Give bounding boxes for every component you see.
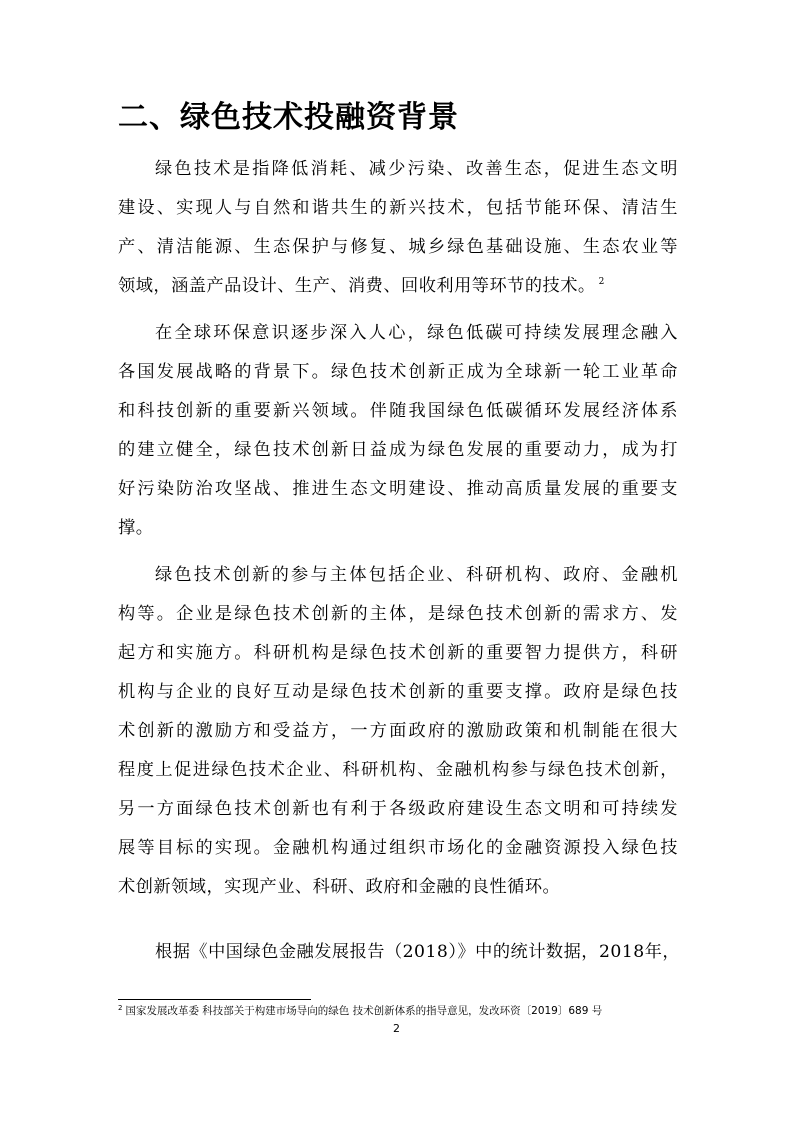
- paragraph-2-line-2: 各国发展战略的背景下。绿色技术创新正成为全球新一轮工业革命: [118, 362, 678, 382]
- footnote-marker: 2: [118, 1004, 123, 1012]
- paragraph-3-line-7: 另一方面绿色技术创新也有利于各级政府建设生态文明和可持续发: [118, 799, 678, 819]
- page-number: 2: [393, 1022, 400, 1035]
- footnote-ref: 2: [598, 277, 605, 287]
- paragraph-3-line-8: 展等目标的实现。金融机构通过组织市场化的金融资源投入绿色技: [118, 838, 678, 858]
- paragraph-2-line-4: 的建立健全，绿色技术创新日益成为绿色发展的重要动力，成为打: [118, 440, 678, 460]
- footnote-divider: [118, 999, 311, 1000]
- paragraph-3-line-6: 程度上促进绿色技术企业、科研机构、金融机构参与绿色技术创新，: [118, 760, 678, 780]
- paragraph-2-line-3: 和科技创新的重要新兴领域。伴随我国绿色低碳循环发展经济体系: [118, 401, 678, 421]
- section-heading: 二、绿色技术投融资背景: [118, 100, 459, 135]
- paragraph-3-line-3: 起方和实施方。科研机构是绿色技术创新的重要智力提供方，科研: [118, 643, 678, 663]
- paragraph-4-line-1: 根据《中国绿色金融发展报告（2018）》中的统计数据，2018年，: [155, 942, 681, 962]
- paragraph-1-line-1: 绿色技术是指降低消耗、减少污染、改善生态，促进生态文明: [155, 159, 678, 179]
- paragraph-2-line-5: 好污染防治攻坚战、推进生态文明建设、推动高质量发展的重要支: [118, 479, 678, 499]
- paragraph-3-line-9: 术创新领域，实现产业、科研、政府和金融的良性循环。: [118, 877, 561, 897]
- paragraph-1-line-2: 建设、实现人与自然和谐共生的新兴技术，包括节能环保、清洁生: [118, 198, 678, 218]
- paragraph-1-line-4: [118, 267, 605, 305]
- paragraph-3-line-5: 术创新的激励方和受益方，一方面政府的激励政策和机制能在很大: [118, 721, 678, 741]
- paragraph-2-line-1: 在全球环保意识逐步深入人心，绿色低碳可持续发展理念融入: [155, 323, 678, 343]
- footnote: [118, 1004, 602, 1018]
- paragraph-3-line-1: 绿色技术创新的参与主体包括企业、科研机构、政府、金融机: [155, 565, 678, 585]
- paragraph-1-line-4-text: 领域，涵盖产品设计、生产、消费、回收利用等环节的技术。: [118, 276, 596, 296]
- paragraph-1-line-3: 产、清洁能源、生态保护与修复、城乡绿色基础设施、生态农业等: [118, 237, 678, 257]
- footnote-text: 国家发展改革委 科技部关于构建市场导向的绿色 技术创新体系的指导意见，发改环资〔2019〕689 号: [125, 1005, 603, 1017]
- paragraph-3-line-4: 机构与企业的良好互动是绿色技术创新的重要支撑。政府是绿色技: [118, 682, 678, 702]
- paragraph-3-line-2: 构等。企业是绿色技术创新的主体，是绿色技术创新的需求方、发: [118, 604, 678, 624]
- paragraph-2-line-6: 撑。: [118, 518, 154, 538]
